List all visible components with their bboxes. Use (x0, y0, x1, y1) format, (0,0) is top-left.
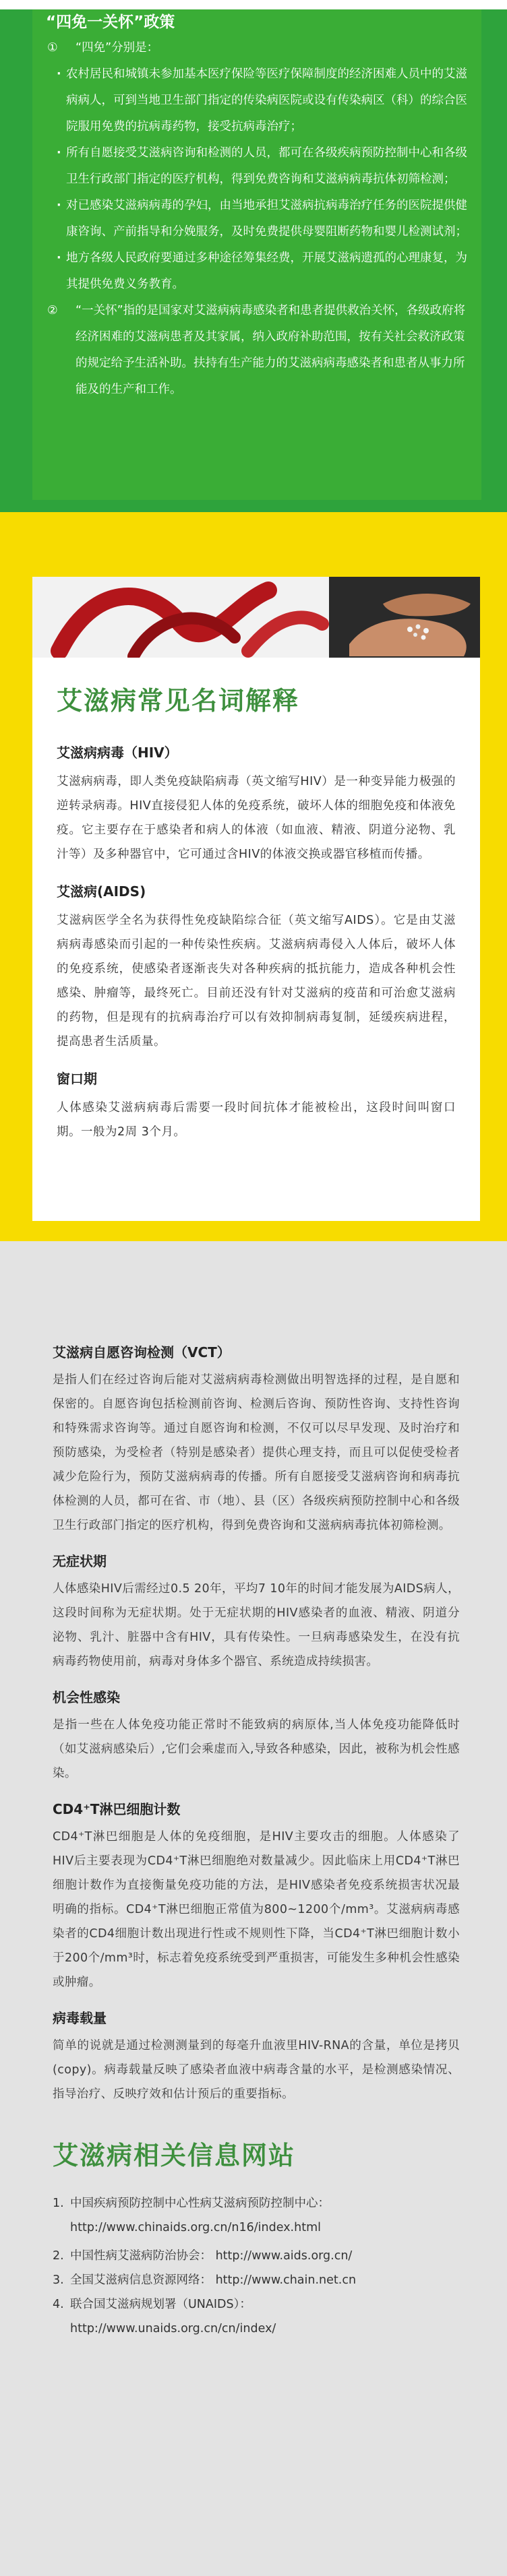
glossary-panel (32, 577, 480, 1221)
term-description: 是指一些在人体免疫功能正常时不能致病的病原体,当人体免疫功能降低时（如艾滋病感染后）,它们会乘虚而入,导致各种感染，因此，被称为机会性感染。 (53, 1718, 460, 1780)
site-item (53, 2244, 460, 2268)
term-heading: 机会性感染 (53, 1689, 120, 1705)
term-description: CD4⁺T淋巴细胞是人体的免疫细胞，是HIV主要攻击的细胞。人体感染了HIV后主要表现为CD4⁺T淋巴细胞绝对数量减少。因此临床上用CD4⁺T淋巴细胞计数作为直接衡量免疫功能的方法，是HIV感染者免疫系统损害状况最明确的指标。CD4⁺T淋巴细胞正常值为800~1200个/mm³。艾滋病病毒感染者的CD4细胞计数出现进行性或不规则性下降，当CD4⁺T淋巴细胞计数小于200个/mm³时，标志着免疫系统受到严重损害，可能发生多种机会性感染或肿瘤。 (53, 1830, 460, 1989)
site-number: 4. (53, 2298, 64, 2311)
term-heading: CD4⁺T淋巴细胞计数 (53, 1801, 181, 1817)
sites-title: 艾滋病相关信息网站 (53, 2140, 296, 2170)
site-item (53, 2292, 460, 2317)
site-name: 中国性病艾滋病防治协会： (70, 2249, 212, 2263)
glossary-section (0, 512, 507, 1241)
policy-bullet: · 地方各级人民政府要通过多种途径筹集经费，开展艾滋病遗孤的心理康复，为其提供免费义务教育。 (46, 245, 471, 298)
glossary-body (32, 686, 480, 1144)
site-url-link[interactable]: http://www.aids.org.cn/ (215, 2249, 353, 2263)
term-heading: 艾滋病(AIDS) (57, 883, 146, 900)
glossary-title: 艾滋病常见名词解释 (57, 685, 300, 716)
more-terms-section (0, 1241, 507, 2576)
more-terms-body (53, 1342, 460, 2345)
term-heading: 无症状期 (53, 1553, 107, 1569)
item-text: “一关怀”指的是国家对艾滋病病毒感染者和患者提供救治关怀，各级政府将经济困难的艾滋病患者及其家属，纳入政府补助范围，按有关社会救济政策的规定给予生活补助。扶持有生产能力的艾滋病病毒感染者和患者从事力所能及的生产和工作。 (76, 304, 466, 396)
policy-section (0, 0, 507, 512)
site-number: 3. (53, 2273, 64, 2287)
site-url-link[interactable]: http://www.chinaids.org.cn/n16/index.html (70, 2221, 321, 2234)
site-name: 中国疾病预防控制中心性病艾滋病预防控制中心： (70, 2197, 330, 2210)
term-heading: 艾滋病自愿咨询检测（VCT） (53, 1344, 231, 1360)
site-url-link[interactable]: http://www.unaids.org.cn/cn/index/ (70, 2322, 276, 2335)
term-heading: 病毒载量 (53, 2010, 107, 2026)
site-name: 全国艾滋病信息资源网络： (70, 2273, 212, 2287)
term-description: 人体感染艾滋病病毒后需要一段时间抗体才能被检出，这段时间叫窗口期。一般为2周 3个月。 (57, 1101, 456, 1139)
item-number: ② (47, 304, 58, 317)
policy-item-four-free (46, 35, 471, 61)
term-heading: 窗口期 (57, 1071, 97, 1087)
site-item (53, 2268, 460, 2292)
term-description: 艾滋病医学全名为获得性免疫缺陷综合征（英文缩写AIDS）。它是由艾滋病病毒感染而引起的一种传染性疾病。艾滋病病毒侵入人体后，破坏人体的免疫系统，使感染者逐渐丧失对各种疾病的抵抗能力，造成各种机会性感染、肿瘤等，最终死亡。目前还没有针对艾滋病的疫苗和可治愈艾滋病的药物，但是现有的抗病毒治疗可以有效抑制病毒复制，延缓疾病进程，提高患者生活质量。 (57, 914, 456, 1048)
term-description: 艾滋病病毒，即人类免疫缺陷病毒（英文缩写HIV）是一种变异能力极强的逆转录病毒。HIV直接侵犯人体的免疫系统，破坏人体的细胞免疫和体液免疫。它主要存在于感染者和病人的体液（如血液、精液、阴道分泌物、乳汁等）及多种器官中，它可通过含HIV的体液交换或器官移植而传播。 (57, 775, 456, 861)
site-url-link[interactable]: http://www.chain.net.cn (215, 2273, 357, 2287)
term-description: 人体感染HIV后需经过0.5 20年，平均7 10年的时间才能发展为AIDS病人，这段时间称为无症状期。处于无症状期的HIV感染者的血液、精液、阴道分泌物、乳汁、脏器中含有HIV，具有传染性。一旦病毒感染发生，在没有抗病毒药物使用前，病毒对身体多个器官、系统造成持续损害。 (53, 1582, 460, 1668)
site-item (53, 2191, 460, 2216)
red-ribbon-illustration (32, 577, 480, 658)
site-list (53, 2191, 460, 2341)
top-white-strip (0, 0, 507, 9)
site-number: 2. (53, 2249, 64, 2263)
term-heading: 艾滋病病毒（HIV） (57, 745, 178, 761)
red-ribbon-photo (32, 577, 480, 658)
term-description: 简单的说就是通过检测测量到的每毫升血液里HIV-RNA的含量，单位是拷贝(copy)。病毒载量反映了感染者血液中病毒含量的水平，是检测感染情况、指导治疗、反映疗效和估计预后的重要指标。 (53, 2039, 460, 2101)
policy-bullet: · 所有自愿接受艾滋病咨询和检测的人员，都可在各级疾病预防控制中心和各级卫生行政部门指定的医疗机构，得到免费咨询和艾滋病病毒抗体初筛检测； (46, 140, 471, 193)
site-number: 1. (53, 2197, 64, 2210)
item-number: ① (47, 41, 58, 55)
item-text: “四免”分别是： (76, 41, 159, 55)
policy-bullet: · 农村居民和城镇未参加基本医疗保险等医疗保障制度的经济困难人员中的艾滋病病人，可到当地卫生部门指定的传染病医院或设有传染病区（科）的综合医院服用免费的抗病毒药物，接受抗病毒治疗； (46, 61, 471, 140)
policy-item-one-care (46, 298, 471, 403)
site-name: 联合国艾滋病规划署（UNAIDS）： (70, 2298, 251, 2311)
policy-panel (32, 9, 481, 500)
policy-title: “四免一关怀”政策 (46, 13, 175, 31)
term-description: 是指人们在经过咨询后能对艾滋病病毒检测做出明智选择的过程，是自愿和保密的。自愿咨询包括检测前咨询、检测后咨询、预防性咨询、支持性咨询和特殊需求咨询等。通过自愿咨询和检测，不仅可以尽早发现、及时治疗和预防感染，为受检者（特别是感染者）提供心理支持，而且可以促使受检者减少危险行为，预防艾滋病病毒的传播。所有自愿接受艾滋病咨询和病毒抗体检测的人员，都可在省、市（地）、县（区）各级疾病预防控制中心和各级卫生行政部门指定的医疗机构，得到免费咨询和艾滋病病毒抗体初筛检测。 (53, 1373, 460, 1532)
policy-bullet: · 对已感染艾滋病病毒的孕妇，由当地承担艾滋病抗病毒治疗任务的医院提供健康咨询、产前指导和分娩服务，及时免费提供母婴阻断药物和婴儿检测试剂； (46, 193, 471, 245)
